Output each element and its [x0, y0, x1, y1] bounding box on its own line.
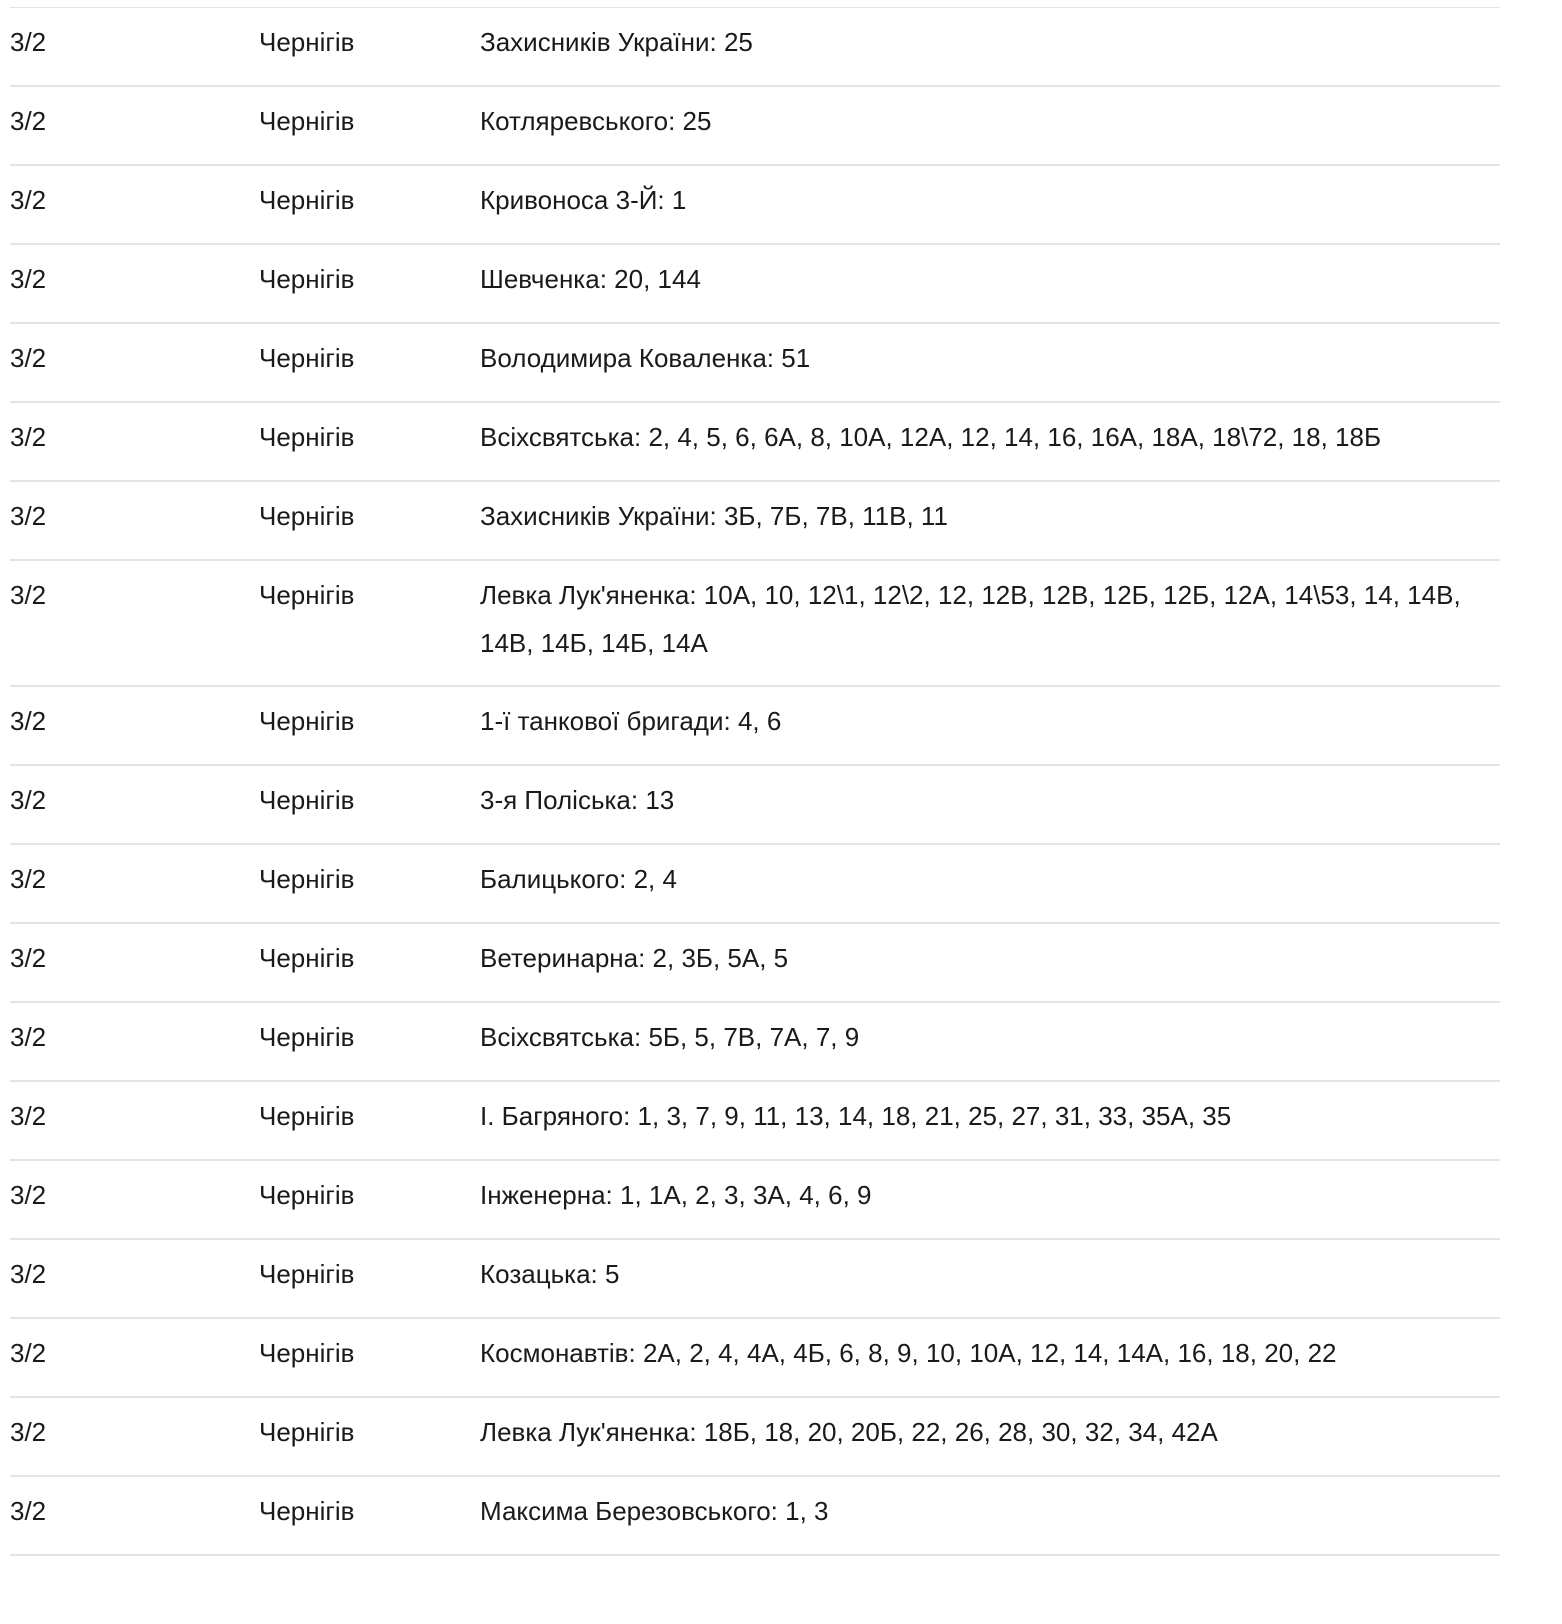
city-cell: Чернігів	[259, 1022, 355, 1052]
queue-cell: 3/2	[10, 1496, 47, 1526]
city-cell: Чернігів	[259, 706, 355, 736]
address-cell: Інженерна: 1, 1А, 2, 3, 3А, 4, 6, 9	[480, 1180, 872, 1210]
queue-cell: 3/2	[10, 185, 47, 215]
address-cell: Ветеринарна: 2, 3Б, 5А, 5	[480, 943, 789, 973]
table-row	[10, 482, 1500, 561]
queue-cell: 3/2	[10, 1338, 47, 1368]
queue-cell: 3/2	[10, 580, 47, 610]
table-row	[10, 1161, 1500, 1240]
address-cell: Левка Лук'яненка: 10А, 10, 12\1, 12\2, 12, 12В, 12В, 12Б, 12Б, 12А, 14\53, 14, 14В, 14В, 14Б, 14Б, 14А	[480, 580, 1461, 658]
table-row	[10, 1319, 1500, 1398]
city-cell: Чернігів	[259, 1338, 355, 1368]
queue-cell: 3/2	[10, 343, 47, 373]
address-cell: Балицького: 2, 4	[480, 864, 677, 894]
queue-cell: 3/2	[10, 1417, 47, 1447]
queue-cell: 3/2	[10, 864, 47, 894]
queue-cell: 3/2	[10, 422, 47, 452]
address-cell: Левка Лук'яненка: 18Б, 18, 20, 20Б, 22, 26, 28, 30, 32, 34, 42А	[480, 1417, 1218, 1447]
table-row	[10, 845, 1500, 924]
table-row	[10, 403, 1500, 482]
city-cell: Чернігів	[259, 785, 355, 815]
address-cell: Захисників України: 3Б, 7Б, 7В, 11В, 11	[480, 501, 948, 531]
city-cell: Чернігів	[259, 1417, 355, 1447]
table-row	[10, 561, 1500, 687]
address-cell: І. Багряного: 1, 3, 7, 9, 11, 13, 14, 18, 21, 25, 27, 31, 33, 35А, 35	[480, 1101, 1232, 1131]
address-cell: 3-я Поліська: 13	[480, 785, 675, 815]
city-cell: Чернігів	[259, 422, 355, 452]
table-row	[10, 1398, 1500, 1477]
table-row	[10, 766, 1500, 845]
outage-schedule-table	[10, 7, 1500, 1556]
city-cell: Чернігів	[259, 106, 355, 136]
address-cell: Козацька: 5	[480, 1259, 620, 1289]
city-cell: Чернігів	[259, 580, 355, 610]
queue-cell: 3/2	[10, 943, 47, 973]
city-cell: Чернігів	[259, 264, 355, 294]
address-cell: Космонавтів: 2А, 2, 4, 4А, 4Б, 6, 8, 9, 10, 10А, 12, 14, 14А, 16, 18, 20, 22	[480, 1338, 1337, 1368]
address-cell: Кривоноса 3-Й: 1	[480, 185, 687, 215]
city-cell: Чернігів	[259, 1496, 355, 1526]
address-cell: Шевченка: 20, 144	[480, 264, 701, 294]
queue-cell: 3/2	[10, 1022, 47, 1052]
address-cell: Володимира Коваленка: 51	[480, 343, 811, 373]
queue-cell: 3/2	[10, 1259, 47, 1289]
queue-cell: 3/2	[10, 27, 47, 57]
table-row	[10, 166, 1500, 245]
city-cell: Чернігів	[259, 864, 355, 894]
table-row	[10, 1003, 1500, 1082]
city-cell: Чернігів	[259, 501, 355, 531]
city-cell: Чернігів	[259, 27, 355, 57]
table-row	[10, 1082, 1500, 1161]
address-cell: Захисників України: 25	[480, 27, 753, 57]
city-cell: Чернігів	[259, 1101, 355, 1131]
table-row	[10, 245, 1500, 324]
table-row	[10, 87, 1500, 166]
address-cell: Всіхсвятська: 2, 4, 5, 6, 6А, 8, 10А, 12А, 12, 14, 16, 16А, 18А, 18\72, 18, 18Б	[480, 422, 1382, 452]
queue-cell: 3/2	[10, 501, 47, 531]
queue-cell: 3/2	[10, 264, 47, 294]
address-cell: Максима Березовського: 1, 3	[480, 1496, 829, 1526]
queue-cell: 3/2	[10, 1101, 47, 1131]
address-cell: Котляревського: 25	[480, 106, 712, 136]
queue-cell: 3/2	[10, 1180, 47, 1210]
address-cell: 1-ї танкової бригади: 4, 6	[480, 706, 782, 736]
city-cell: Чернігів	[259, 943, 355, 973]
queue-cell: 3/2	[10, 706, 47, 736]
table-row	[10, 687, 1500, 766]
table-row	[10, 924, 1500, 1003]
queue-cell: 3/2	[10, 106, 47, 136]
city-cell: Чернігів	[259, 1259, 355, 1289]
table-row	[10, 8, 1500, 87]
city-cell: Чернігів	[259, 1180, 355, 1210]
city-cell: Чернігів	[259, 343, 355, 373]
city-cell: Чернігів	[259, 185, 355, 215]
table-row	[10, 1477, 1500, 1556]
table-row	[10, 1240, 1500, 1319]
address-cell: Всіхсвятська: 5Б, 5, 7В, 7А, 7, 9	[480, 1022, 860, 1052]
queue-cell: 3/2	[10, 785, 47, 815]
table-row	[10, 324, 1500, 403]
